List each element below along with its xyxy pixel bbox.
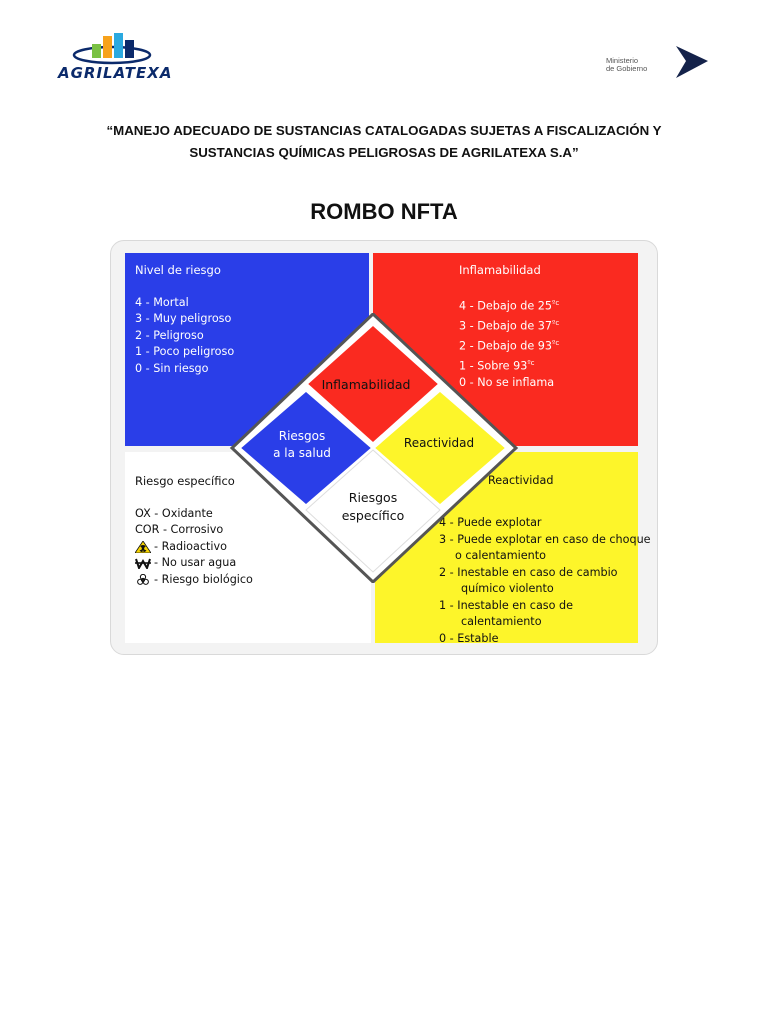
specific-item-oxidizer: OX - Oxidante [135,506,213,520]
temperature-unit: ºc [527,359,535,368]
reactivity-item-0: 0 - Estable [439,631,499,645]
reactivity-item-3: 3 - Puede explotar en caso de choque [439,532,651,546]
nfpa-diamond [229,313,519,583]
reactivity-item-4: 4 - Puede explotar [439,516,542,529]
ministry-line-1: Ministerio [606,56,639,65]
flammability-item-2-text: 2 - Debajo de 93 [459,339,553,353]
flammability-item-1-text: 1 - Sobre 93 [459,359,528,373]
specific-item-corrosive: COR - Corrosivo [135,523,224,536]
company-logo [58,30,178,86]
health-heading: Nivel de riesgo [135,263,221,277]
health-item-3: 3 - Muy peligroso [135,312,232,325]
no-water-label: - No usar agua [154,556,237,569]
health-item-0: 0 - Sin riesgo [135,361,209,375]
flammability-item-0: 0 - No se inflama [459,376,555,390]
temperature-unit: ºc [552,318,560,327]
page-title: ROMBO NFTA [310,199,458,224]
no-water-icon [135,557,151,569]
temperature-unit: ºc [552,338,560,347]
logo-text: AGRILATEXA [58,64,173,82]
health-item-1: 1 - Poco peligroso [135,345,235,358]
health-item-4: 4 - Mortal [135,295,189,309]
reactivity-heading: Reactividad [488,474,554,487]
diamond-specific-label-1: Riesgos [348,490,398,505]
health-item-2: 2 - Peligroso [135,328,204,342]
document-title [60,120,708,164]
document-title-line-1: “MANEJO ADECUADO DE SUSTANCIAS CATALOGADAS SUJETAS A FISCALIZACIÓN Y [106,123,662,138]
reactivity-item-2: 2 - Inestable en caso de cambio [439,565,618,579]
flammability-item-4-text: 4 - Debajo de 25 [459,299,553,313]
radioactive-label: - Radioactivo [154,539,227,553]
document-title-line-2: SUSTANCIAS QUÍMICAS PELIGROSAS DE AGRILATEXA S.A” [189,145,579,160]
radioactive-icon [135,541,151,553]
health-legend [135,262,234,377]
diamond-health-label-2: a la salud [273,446,331,460]
biohazard-label: - Riesgo biológico [154,572,253,586]
specific-heading: Riesgo específico [135,474,235,488]
biohazard-icon [135,574,151,586]
diamond-health-label-1: Riesgos [278,429,326,443]
diamond-specific-label-2: específico [341,508,405,523]
ministry-logo [606,44,716,84]
reactivity-item-3-cont: o calentamiento [455,549,546,562]
ministry-label [606,57,670,73]
reactivity-item-1-cont: calentamiento [461,615,542,628]
ministry-line-2: de Gobierno [606,64,648,73]
flammability-item-3-text: 3 - Debajo de 37 [459,319,553,333]
flammability-heading: Inflamabilidad [459,263,541,277]
diamond-reactivity-label: Reactividad [403,436,475,450]
chevron-logo-icon [672,44,712,80]
reactivity-item-2-cont: químico violento [461,582,554,595]
temperature-unit: ºc [552,298,560,307]
flammability-item-4 [459,295,559,315]
diamond-flammability-label: Inflamabilidad [321,377,411,392]
reactivity-item-1: 1 - Inestable en caso de [439,598,574,612]
